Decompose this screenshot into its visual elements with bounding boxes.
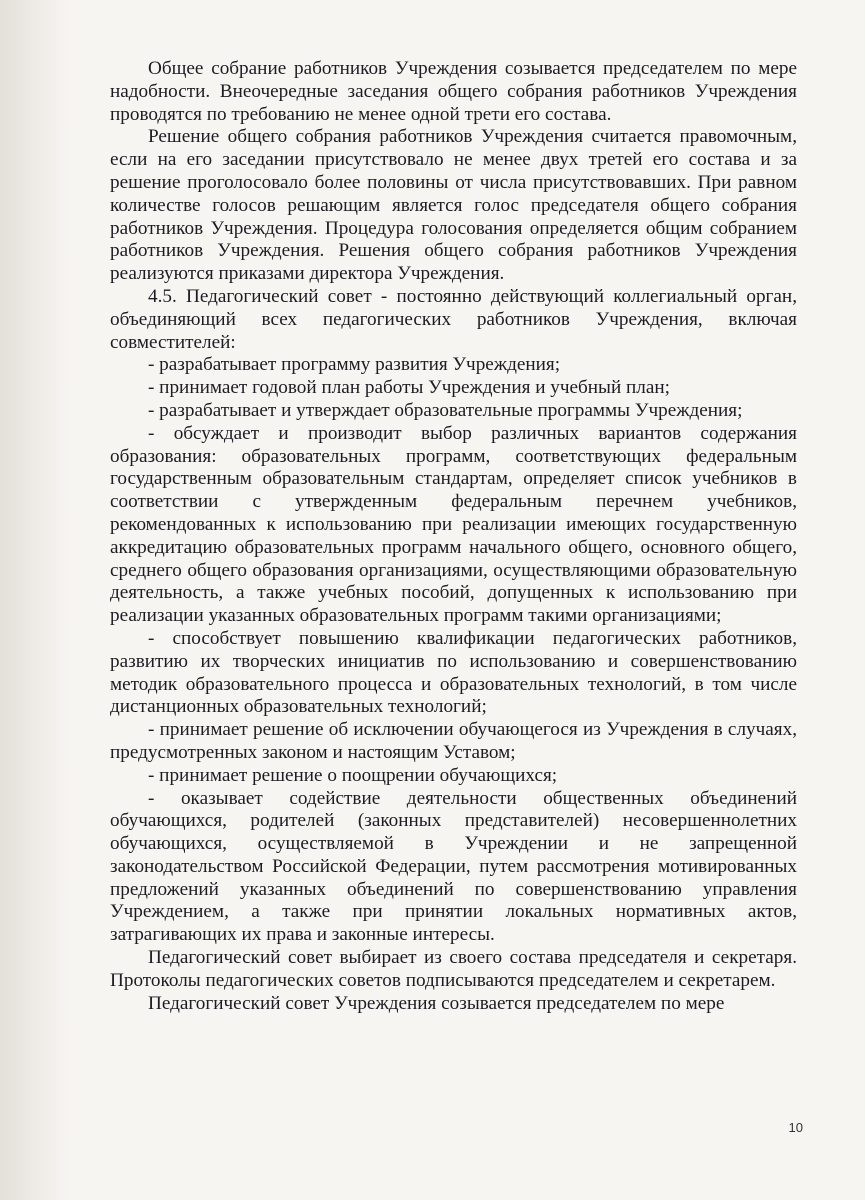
paragraph-council-chair-secretary: Педагогический совет выбирает из своего состава председателя и секретаря. Протоколы педагогических советов подписываются председателем и секретарем. [110, 947, 797, 991]
list-item-content-choice: - обсуждает и производит выбор различных вариантов содержания образования: образовательных программ, соответствующих федеральным государственным образовательным стандартам, определяет список учебников в соответствии с утвержденным федеральным перечнем учебников, рекомендованных к использованию при реализации имеющих государственную аккредитацию образовательных программ начального общего, основного общего, среднего общего образования организациями, осуществляющими образовательную деятельность, а также учебных пособий, допущенных к использованию при реализации указанных образовательных программ такими организациями; [110, 422, 797, 627]
list-item-expulsion: - принимает решение об исключении обучающегося из Учреждения в случаях, предусмотренных законом и настоящим Уставом; [110, 719, 797, 763]
list-item-encouragement: - принимает решение о поощрении обучающихся; [148, 764, 558, 786]
paragraph-council-convening: Педагогический совет Учреждения созывается председателем по мере [148, 992, 725, 1014]
list-item-development-program: - разрабатывает программу развития Учреждения; [148, 354, 561, 376]
paragraph-pedagogical-council-definition: 4.5. Педагогический совет - постоянно действующий коллегиальный орган, объединяющий всех педагогических работников Учреждения, включая совместителей: [110, 285, 797, 353]
page-number: 10 [788, 1120, 803, 1135]
page-edge-shadow [0, 0, 70, 1200]
paragraph-general-meeting-decision: Решение общего собрания работников Учреждения считается правомочным, если на его заседании присутствовало не менее двух третей его состава и за решение проголосовало более половины от числа присутствовавших. При равном количестве голосов решающим является голос председателя общего собрания работников Учреждения. Процедура голосования определяется общим собранием работников Учреждения. Решения общего собрания работников Учреждения реализуются приказами директора Учреждения. [110, 126, 797, 285]
list-item-annual-plan: - принимает годовой план работы Учреждения и учебный план; [148, 377, 670, 399]
document-page [110, 58, 797, 1015]
list-item-qualification: - способствует повышению квалификации педагогических работников, развитию их творческих инициатив по использованию и совершенствованию методик образовательного процесса и образовательных технологий, в том числе дистанционных образовательных технологий; [110, 627, 797, 718]
list-item-educational-programs: - разрабатывает и утверждает образовательные программы Учреждения; [148, 399, 743, 421]
paragraph-general-meeting-convening: Общее собрание работников Учреждения созывается председателем по мере надобности. Внеочередные заседания общего собрания работников Учреждения проводятся по требованию не менее одной трети его состава. [110, 58, 797, 125]
list-item-public-associations: - оказывает содействие деятельности общественных объединений обучающихся, родителей (законных представителей) несовершеннолетних обучающихся, осуществляемой в Учреждении и не запрещенной законодательством Российской Федерации, путем рассмотрения мотивированных предложений указанных объединений по совершенствованию управления Учреждением, а также при принятии локальных нормативных актов, затрагивающих их права и законные интересы. [110, 787, 797, 946]
